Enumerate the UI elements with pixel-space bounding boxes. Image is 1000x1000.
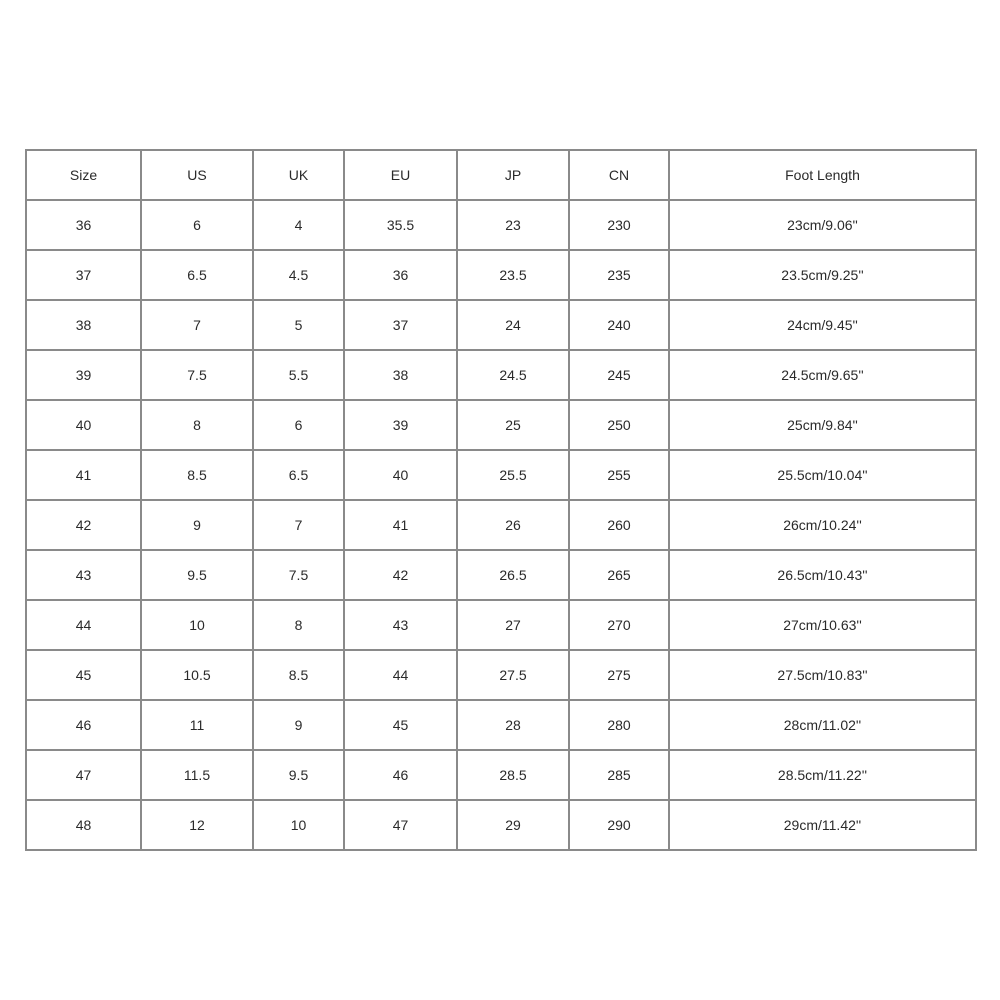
cell-us: 7 — [141, 300, 253, 350]
cell-cn: 240 — [569, 300, 669, 350]
cell-size: 47 — [26, 750, 141, 800]
cell-eu: 44 — [344, 650, 457, 700]
cell-jp: 26 — [457, 500, 569, 550]
cell-us: 11.5 — [141, 750, 253, 800]
cell-cn: 290 — [569, 800, 669, 850]
header-row — [26, 150, 976, 200]
cell-foot-length: 25cm/9.84'' — [669, 400, 976, 450]
cell-size: 37 — [26, 250, 141, 300]
cell-jp: 28 — [457, 700, 569, 750]
cell-foot-length: 29cm/11.42'' — [669, 800, 976, 850]
cell-jp: 23.5 — [457, 250, 569, 300]
cell-foot-length: 24cm/9.45'' — [669, 300, 976, 350]
table-row — [26, 800, 976, 850]
cell-uk: 6 — [253, 400, 344, 450]
cell-size: 39 — [26, 350, 141, 400]
table-row — [26, 650, 976, 700]
cell-size: 44 — [26, 600, 141, 650]
table-row — [26, 200, 976, 250]
cell-us: 7.5 — [141, 350, 253, 400]
table-row — [26, 450, 976, 500]
table-row — [26, 300, 976, 350]
cell-cn: 285 — [569, 750, 669, 800]
table-row — [26, 550, 976, 600]
cell-size: 43 — [26, 550, 141, 600]
cell-size: 41 — [26, 450, 141, 500]
cell-eu: 40 — [344, 450, 457, 500]
cell-us: 9.5 — [141, 550, 253, 600]
cell-us: 9 — [141, 500, 253, 550]
cell-jp: 27 — [457, 600, 569, 650]
table-header — [26, 150, 976, 200]
cell-jp: 24.5 — [457, 350, 569, 400]
cell-eu: 36 — [344, 250, 457, 300]
header-foot-length: Foot Length — [669, 150, 976, 200]
cell-uk: 4 — [253, 200, 344, 250]
cell-jp: 27.5 — [457, 650, 569, 700]
table-row — [26, 250, 976, 300]
cell-jp: 26.5 — [457, 550, 569, 600]
header-eu: EU — [344, 150, 457, 200]
cell-jp: 29 — [457, 800, 569, 850]
cell-size: 45 — [26, 650, 141, 700]
cell-uk: 9 — [253, 700, 344, 750]
cell-us: 6 — [141, 200, 253, 250]
header-us: US — [141, 150, 253, 200]
cell-foot-length: 24.5cm/9.65'' — [669, 350, 976, 400]
cell-eu: 46 — [344, 750, 457, 800]
cell-us: 10 — [141, 600, 253, 650]
cell-size: 42 — [26, 500, 141, 550]
cell-foot-length: 28cm/11.02'' — [669, 700, 976, 750]
cell-eu: 41 — [344, 500, 457, 550]
table-row — [26, 700, 976, 750]
cell-foot-length: 23cm/9.06'' — [669, 200, 976, 250]
cell-uk: 9.5 — [253, 750, 344, 800]
cell-cn: 250 — [569, 400, 669, 450]
cell-foot-length: 26.5cm/10.43'' — [669, 550, 976, 600]
cell-jp: 23 — [457, 200, 569, 250]
cell-eu: 38 — [344, 350, 457, 400]
cell-size: 40 — [26, 400, 141, 450]
table-row — [26, 350, 976, 400]
cell-eu: 47 — [344, 800, 457, 850]
cell-jp: 25.5 — [457, 450, 569, 500]
cell-eu: 42 — [344, 550, 457, 600]
cell-jp: 25 — [457, 400, 569, 450]
cell-cn: 275 — [569, 650, 669, 700]
cell-size: 38 — [26, 300, 141, 350]
cell-us: 12 — [141, 800, 253, 850]
cell-size: 46 — [26, 700, 141, 750]
cell-uk: 4.5 — [253, 250, 344, 300]
cell-uk: 6.5 — [253, 450, 344, 500]
cell-eu: 37 — [344, 300, 457, 350]
table-body — [26, 200, 976, 850]
cell-eu: 39 — [344, 400, 457, 450]
table-row — [26, 750, 976, 800]
cell-foot-length: 23.5cm/9.25'' — [669, 250, 976, 300]
cell-uk: 8 — [253, 600, 344, 650]
cell-uk: 8.5 — [253, 650, 344, 700]
cell-us: 8 — [141, 400, 253, 450]
cell-cn: 235 — [569, 250, 669, 300]
cell-jp: 24 — [457, 300, 569, 350]
cell-us: 11 — [141, 700, 253, 750]
cell-cn: 270 — [569, 600, 669, 650]
header-size: Size — [26, 150, 141, 200]
cell-foot-length: 27.5cm/10.83'' — [669, 650, 976, 700]
cell-cn: 245 — [569, 350, 669, 400]
table-row — [26, 600, 976, 650]
size-chart — [25, 149, 975, 851]
cell-uk: 5 — [253, 300, 344, 350]
cell-us: 8.5 — [141, 450, 253, 500]
cell-size: 48 — [26, 800, 141, 850]
cell-cn: 230 — [569, 200, 669, 250]
cell-foot-length: 28.5cm/11.22'' — [669, 750, 976, 800]
cell-uk: 10 — [253, 800, 344, 850]
header-jp: JP — [457, 150, 569, 200]
cell-cn: 265 — [569, 550, 669, 600]
cell-eu: 43 — [344, 600, 457, 650]
cell-us: 6.5 — [141, 250, 253, 300]
cell-uk: 5.5 — [253, 350, 344, 400]
cell-size: 36 — [26, 200, 141, 250]
cell-uk: 7.5 — [253, 550, 344, 600]
cell-cn: 255 — [569, 450, 669, 500]
header-cn: CN — [569, 150, 669, 200]
cell-cn: 280 — [569, 700, 669, 750]
size-chart-table — [25, 149, 977, 851]
cell-uk: 7 — [253, 500, 344, 550]
cell-foot-length: 25.5cm/10.04'' — [669, 450, 976, 500]
table-row — [26, 400, 976, 450]
cell-jp: 28.5 — [457, 750, 569, 800]
header-uk: UK — [253, 150, 344, 200]
cell-cn: 260 — [569, 500, 669, 550]
cell-us: 10.5 — [141, 650, 253, 700]
table-row — [26, 500, 976, 550]
cell-foot-length: 27cm/10.63'' — [669, 600, 976, 650]
cell-eu: 45 — [344, 700, 457, 750]
cell-eu: 35.5 — [344, 200, 457, 250]
cell-foot-length: 26cm/10.24'' — [669, 500, 976, 550]
